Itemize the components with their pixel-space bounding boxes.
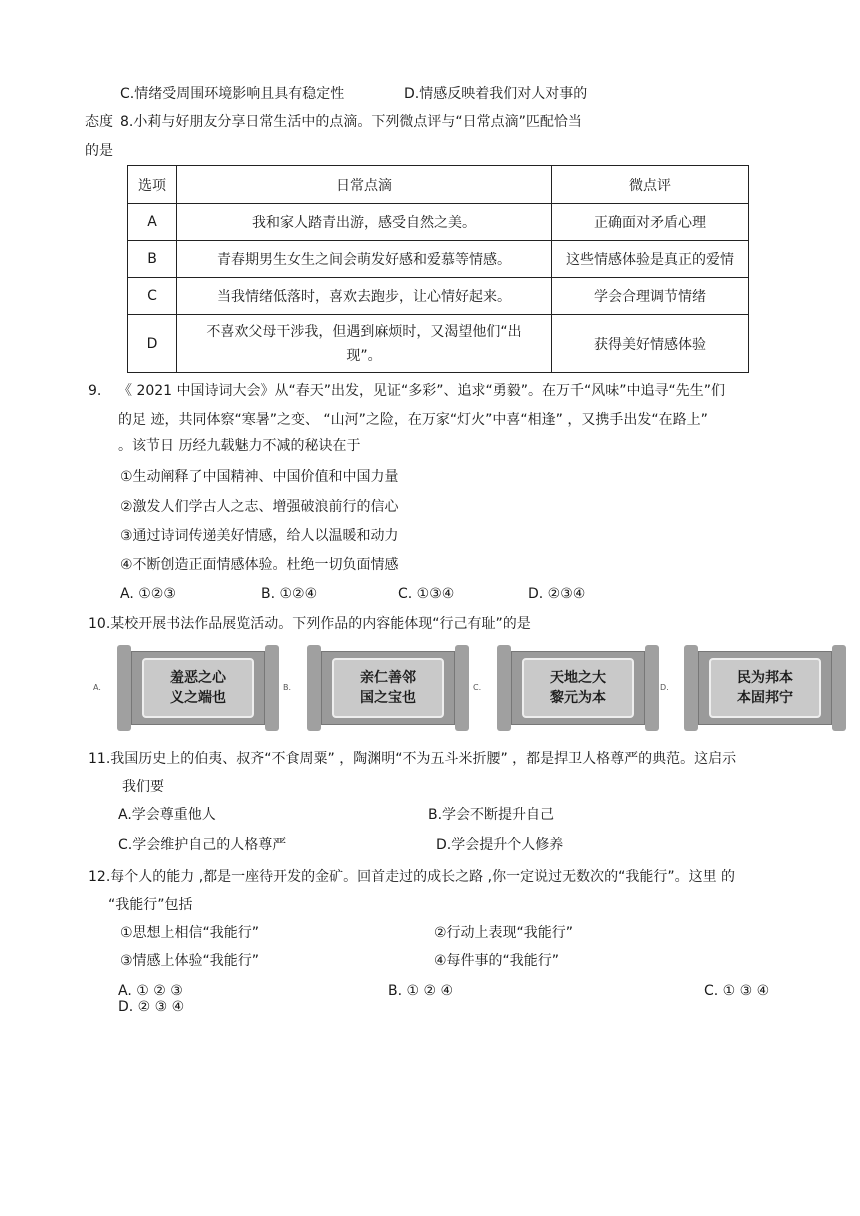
q9-statement: ②激发人们学古人之志、增强破浪前行的信心 — [120, 499, 399, 515]
calligraphy-scroll-d — [660, 643, 850, 733]
q9-stem-line: 。该节日 历经九载魅力不减的秘诀在于 — [118, 438, 361, 454]
calligraphy-scroll-a — [93, 643, 283, 733]
scroll-text-line: 民为邦本 — [737, 670, 793, 686]
scroll-rod — [265, 645, 279, 731]
q12-statement: ①思想上相信“我能行” — [120, 925, 260, 941]
table-cell-event-line: 现”。 — [346, 347, 382, 364]
scroll-rod — [455, 645, 469, 731]
table-cell-event-line: 不喜欢父母干涉我，但遇到麻烦时，又渴望他们“出 — [206, 323, 522, 340]
q9-statement: ④不断创造正面情感体验。杜绝一切负面情感 — [120, 557, 399, 573]
scroll-rod — [307, 645, 321, 731]
table-cell-option: D — [128, 315, 177, 373]
scroll-rod — [497, 645, 511, 731]
q9-stem-line: 《 2021 中国诗词大会》从“春天”出发，见证“多彩”、追求“勇毅”。在万千“风味”中追寻“先生”们 — [118, 383, 726, 399]
table-header-row — [128, 166, 749, 204]
table-cell-comment: 这些情感体验是真正的爱情 — [552, 241, 749, 278]
q12-stem-continuation: “我能行”包括 — [108, 897, 193, 913]
q9-option-a: A. ①②③ — [120, 586, 176, 602]
table-row — [128, 204, 749, 241]
q12-option-b: B. ① ② ④ — [388, 983, 454, 999]
scroll-text-line: 黎元为本 — [550, 690, 606, 706]
table-cell-event: 当我情绪低落时，喜欢去跑步，让心情好起来。 — [177, 278, 552, 315]
table-row — [128, 241, 749, 278]
table-cell-event — [177, 315, 552, 373]
scroll-option-label: A. — [93, 683, 101, 692]
table-cell-comment: 正确面对矛盾心理 — [552, 204, 749, 241]
scroll-panel — [698, 651, 832, 725]
scroll-text-line: 义之端也 — [170, 690, 226, 706]
scroll-text-line: 本固邦宁 — [737, 690, 793, 706]
q11-option-d: D.学会提升个人修养 — [436, 837, 564, 853]
scroll-text-line: 天地之大 — [550, 670, 606, 686]
table-row — [128, 278, 749, 315]
calligraphy-scroll-c — [473, 643, 663, 733]
scroll-text — [709, 658, 821, 718]
scroll-rod — [117, 645, 131, 731]
q12-statement: ②行动上表现“我能行” — [434, 925, 574, 941]
q9-stem-line: 的足 迹，共同体察“寒暑”之变、 “山河”之险，在万家“灯火”中喜“相逢” ，又携手出发“在路上” — [118, 412, 708, 428]
q11-stem-continuation: 我们要 — [122, 779, 164, 795]
q9-option-d: D. ②③④ — [528, 586, 586, 602]
q11-option-a: A.学会尊重他人 — [118, 807, 216, 823]
scroll-text — [522, 658, 634, 718]
scroll-text-line: 国之宝也 — [360, 690, 416, 706]
q12-stem: 12.每个人的能力 ,都是一座待开发的金矿。回首走过的成长之路 ,你一定说过无数次的“我能行”。这里 的 — [88, 869, 736, 885]
table-cell-event: 我和家人踏青出游，感受自然之美。 — [177, 204, 552, 241]
q8-stem-continuation: 的是 — [85, 143, 113, 159]
scroll-panel — [131, 651, 265, 725]
q9-option-c: C. ①③④ — [398, 586, 455, 602]
scroll-option-label: D. — [660, 683, 669, 692]
scroll-rod — [645, 645, 659, 731]
q12-option-d: D. ② ③ ④ — [118, 999, 185, 1015]
q11-option-c: C.学会维护自己的人格尊严 — [118, 837, 287, 853]
scroll-panel — [321, 651, 455, 725]
scroll-option-label: C. — [473, 683, 482, 692]
q9-statement: ③通过诗词传递美好情感，给人以温暖和动力 — [120, 528, 399, 544]
table-cell-event: 青春期男生女生之间会萌发好感和爱慕等情感。 — [177, 241, 552, 278]
q12-option-c: C. ① ③ ④ — [704, 983, 770, 999]
q12-statement: ③情感上体验“我能行” — [120, 953, 260, 969]
q7-option-d-continuation: 态度 — [85, 114, 113, 130]
scroll-rod — [684, 645, 698, 731]
scroll-text-line: 羞恶之心 — [170, 670, 226, 686]
scroll-text — [332, 658, 444, 718]
table-row — [128, 315, 749, 373]
q12-option-a: A. ① ② ③ — [118, 983, 183, 999]
table-cell-comment: 学会合理调节情绪 — [552, 278, 749, 315]
q12-statement: ④每件事的“我能行” — [434, 953, 560, 969]
calligraphy-scroll-b — [283, 643, 473, 733]
q11-stem: 11.我国历史上的伯夷、叔齐“不食周粟” ，陶渊明“不为五斗米折腰” ，都是捍卫人格尊严的典范。这启示 — [88, 751, 737, 767]
scroll-panel — [511, 651, 645, 725]
scroll-text-line: 亲仁善邻 — [360, 670, 416, 686]
table-cell-option: A — [128, 204, 177, 241]
q9-option-b: B. ①②④ — [261, 586, 318, 602]
table-header-cell: 日常点滴 — [177, 166, 552, 204]
q10-stem: 10.某校开展书法作品展览活动。下列作品的内容能体现“行己有耻”的是 — [88, 616, 531, 632]
table-cell-option: B — [128, 241, 177, 278]
q9-number: 9. — [88, 383, 102, 399]
q8-stem: 8.小莉与好朋友分享日常生活中的点滴。下列微点评与“日常点滴”匹配恰当 — [120, 114, 582, 130]
scroll-rod — [832, 645, 846, 731]
table-cell-comment: 获得美好情感体验 — [552, 315, 749, 373]
q7-option-c: C.情绪受周围环境影响且具有稳定性 — [120, 86, 345, 102]
scroll-option-label: B. — [283, 683, 292, 692]
q8-table — [127, 165, 749, 373]
table-cell-option: C — [128, 278, 177, 315]
scroll-text — [142, 658, 254, 718]
q11-option-b: B.学会不断提升自己 — [428, 807, 555, 823]
table-header-cell: 微点评 — [552, 166, 749, 204]
q7-option-d: D.情感反映着我们对人对事的 — [404, 86, 588, 102]
q9-statement: ①生动阐释了中国精神、中国价值和中国力量 — [120, 469, 399, 485]
table-header-cell: 选项 — [128, 166, 177, 204]
